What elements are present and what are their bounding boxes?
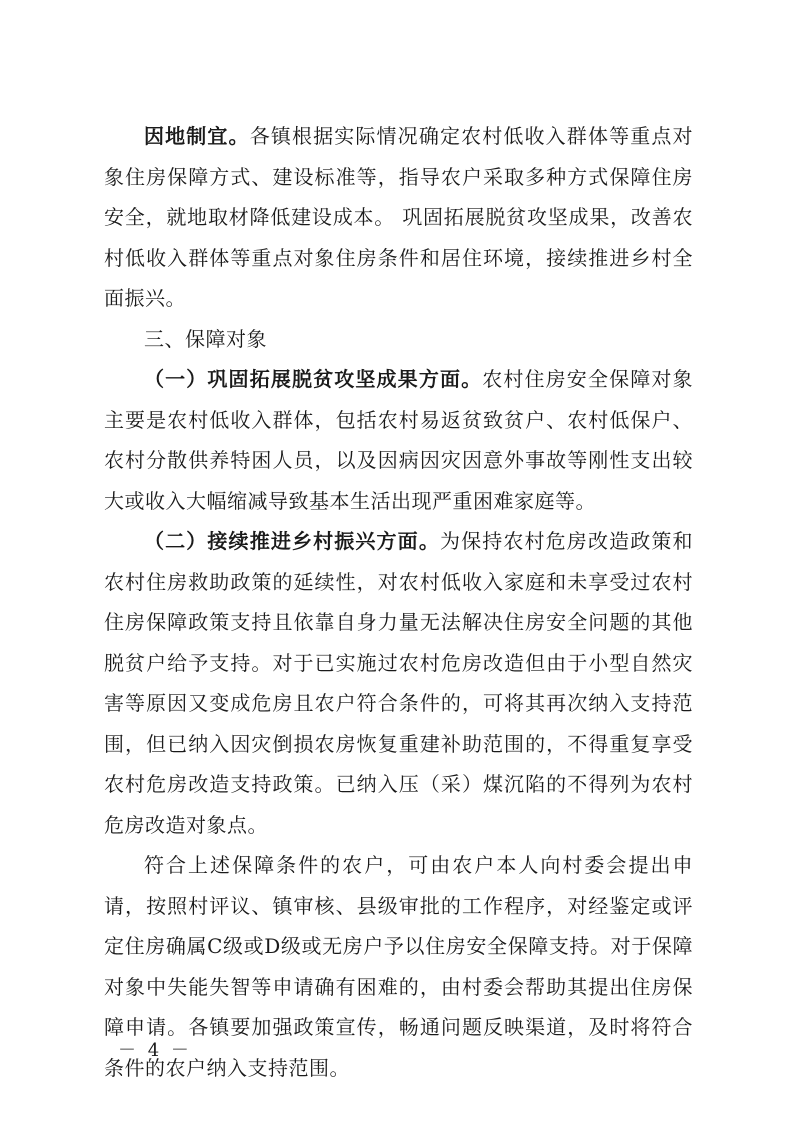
paragraph-text: 符合上述保障条件的农户，可由农户本人向村委会提出申请，按照村评议、镇审核、县级审批的工作程序，对经鉴定或评定住房确属C级或D级或无房户予以住房安全保障支持。对于保障对象中失能失智等申请确有困难的，由村委会帮助其提出住房保障申请。各镇要加强政策宣传，畅通问题反映渠道，及时将符合条件的农户纳入支持范围。 — [104, 853, 693, 1080]
paragraph-rural-revitalization — [104, 521, 693, 845]
document-body — [104, 116, 693, 1088]
paragraph-lead-bold: （二）接续推进乡村振兴方面。 — [144, 529, 440, 553]
paragraph-lead-bold: （一）巩固拓展脱贫攻坚成果方面。 — [144, 367, 483, 391]
page-number: － 4 － — [118, 1040, 192, 1061]
paragraph-consolidate — [104, 359, 693, 521]
paragraph-adapt-to-local — [104, 116, 693, 319]
paragraph-text: 为保持农村危房改造政策和农村住房救助政策的延续性，对农村低收入家庭和未享受过农村住房保障政策支持且依靠自身力量无法解决住房安全问题的其他脱贫户给予支持。对于已实施过农村危房改造但由于小型自然灾害等原因又变成危房且农户符合条件的，可将其再次纳入支持范围，但已纳入因灾倒损农房恢复重建补助范围的，不得重复享受农村危房改造支持政策。已纳入压（采）煤沉陷的不得列为农村危房改造对象点。 — [104, 529, 694, 837]
paragraph-text: 各镇根据实际情况确定农村低收入群体等重点对象住房保障方式、建设标准等，指导农户采取多种方式保障住房安全，就地取材降低建设成本。 巩固拓展脱贫攻坚成果，改善农村低收入群体等重点对象住房条件和居住环境，接续推进乡村全面振兴。 — [104, 124, 694, 310]
paragraph-lead-bold: 因地制宜。 — [144, 124, 250, 148]
paragraph-text: 农村住房安全保障对象主要是农村低收入群体，包括农村易返贫致贫户、农村低保户、农村分散供养特困人员，以及因病因灾因意外事故等刚性支出较大或收入大幅缩减导致基本生活出现严重困难家庭等。 — [104, 367, 694, 513]
paragraph-application-process — [104, 845, 693, 1088]
section-heading: 三、保障对象 — [144, 326, 267, 351]
